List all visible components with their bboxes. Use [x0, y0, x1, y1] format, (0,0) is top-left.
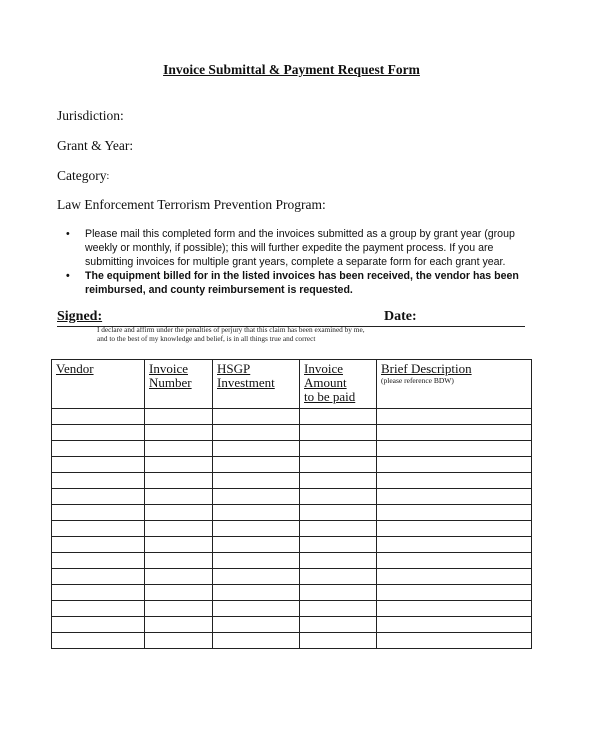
table-cell[interactable]: [300, 441, 377, 457]
table-cell[interactable]: [145, 569, 213, 585]
declaration-line: I declare and affirm under the penalties of perjury that this claim has been examined by me,: [97, 325, 365, 334]
jurisdiction-field: Jurisdiction:: [57, 108, 124, 123]
table-row: [52, 633, 532, 649]
table-row: [52, 441, 532, 457]
instruction-line: weekly or monthly, if possible); this will further expedite the payment process. If you are: [85, 242, 494, 254]
table-cell[interactable]: [300, 633, 377, 649]
table-body: [52, 409, 532, 649]
instruction-item: [66, 227, 536, 269]
category-colon: :: [106, 171, 110, 182]
table-cell[interactable]: [52, 537, 145, 553]
form-title: Invoice Submittal & Payment Request Form: [163, 62, 420, 77]
table-row: [52, 425, 532, 441]
table-cell[interactable]: [300, 425, 377, 441]
declaration-text: [97, 325, 437, 343]
table-row: [52, 489, 532, 505]
table-cell[interactable]: [377, 473, 532, 489]
table-row: [52, 521, 532, 537]
column-note: (please reference BDW): [381, 376, 454, 385]
table-cell[interactable]: [377, 489, 532, 505]
program-field: Law Enforcement Terrorism Prevention Program:: [57, 197, 326, 212]
table-cell[interactable]: [300, 489, 377, 505]
bullet-icon: •: [66, 228, 70, 240]
table-cell[interactable]: [52, 521, 145, 537]
bullet-icon: •: [66, 270, 70, 282]
table-cell[interactable]: [52, 473, 145, 489]
table-cell[interactable]: [377, 585, 532, 601]
table-cell[interactable]: [145, 585, 213, 601]
instructions-list: [66, 227, 536, 297]
table-cell[interactable]: [377, 537, 532, 553]
column-header-invoice-amount: Invoice Amount to be paid: [300, 360, 377, 409]
table-cell[interactable]: [52, 409, 145, 425]
table-cell[interactable]: [300, 457, 377, 473]
table-cell[interactable]: [300, 585, 377, 601]
table-cell[interactable]: [300, 537, 377, 553]
table-cell[interactable]: [377, 553, 532, 569]
table-cell[interactable]: [213, 425, 300, 441]
table-cell[interactable]: [213, 633, 300, 649]
table-cell[interactable]: [145, 505, 213, 521]
table-cell[interactable]: [377, 505, 532, 521]
instruction-line: reimbursed, and county reimbursement is requested.: [85, 284, 353, 296]
invoice-table: [51, 359, 532, 649]
table-cell[interactable]: [213, 585, 300, 601]
table-row: [52, 617, 532, 633]
table-cell[interactable]: [377, 521, 532, 537]
table-cell[interactable]: [145, 489, 213, 505]
table-cell[interactable]: [213, 441, 300, 457]
category-field: [57, 168, 109, 184]
table-cell[interactable]: [52, 601, 145, 617]
table-row: [52, 457, 532, 473]
table-cell[interactable]: [52, 425, 145, 441]
grant-year-field: Grant & Year:: [57, 138, 134, 153]
table-cell[interactable]: [300, 505, 377, 521]
table-cell[interactable]: [213, 601, 300, 617]
table-cell[interactable]: [377, 601, 532, 617]
table-cell[interactable]: [377, 425, 532, 441]
date-label: Date:: [384, 309, 417, 324]
instruction-line: Please mail this completed form and the invoices submitted as a group by grant year (group: [85, 228, 515, 240]
declaration-line: and to the best of my knowledge and belief, is in all things true and correct: [97, 334, 316, 343]
table-cell[interactable]: [52, 585, 145, 601]
table-cell[interactable]: [145, 425, 213, 441]
table-cell[interactable]: [377, 409, 532, 425]
table-row: [52, 601, 532, 617]
table-cell[interactable]: [300, 601, 377, 617]
table-cell[interactable]: [300, 409, 377, 425]
table-cell[interactable]: [145, 473, 213, 489]
table-cell[interactable]: [145, 553, 213, 569]
table-cell[interactable]: [213, 553, 300, 569]
table-row: [52, 569, 532, 585]
table-row: [52, 537, 532, 553]
table-cell[interactable]: [213, 409, 300, 425]
table-cell[interactable]: [300, 521, 377, 537]
table-cell[interactable]: [52, 569, 145, 585]
column-header-invoice-number: Invoice Number: [145, 360, 213, 409]
table-cell[interactable]: [377, 441, 532, 457]
instruction-item: [66, 269, 536, 297]
table-cell[interactable]: [52, 441, 145, 457]
column-header-brief-description: Brief Description (please reference BDW): [377, 360, 532, 409]
table-cell[interactable]: [300, 553, 377, 569]
table-cell[interactable]: [52, 505, 145, 521]
table-cell[interactable]: [377, 569, 532, 585]
table-row: [52, 553, 532, 569]
table-cell[interactable]: [145, 457, 213, 473]
table-cell[interactable]: [145, 521, 213, 537]
table-cell[interactable]: [377, 457, 532, 473]
table-cell[interactable]: [213, 489, 300, 505]
table-cell[interactable]: [52, 457, 145, 473]
table-cell[interactable]: [52, 617, 145, 633]
table-cell[interactable]: [213, 521, 300, 537]
table-cell[interactable]: [145, 617, 213, 633]
instruction-line: submitting invoices for multiple grant years, complete a separate form for each grant year.: [85, 256, 506, 268]
table-row: [52, 585, 532, 601]
table-cell[interactable]: [213, 569, 300, 585]
table-row: [52, 409, 532, 425]
table-cell[interactable]: [52, 489, 145, 505]
table-cell[interactable]: [300, 569, 377, 585]
table-row: [52, 505, 532, 521]
table-cell[interactable]: [213, 537, 300, 553]
table-cell[interactable]: [145, 633, 213, 649]
table-cell[interactable]: [213, 617, 300, 633]
table-cell[interactable]: [213, 473, 300, 489]
table-cell[interactable]: [145, 441, 213, 457]
table-header-row: [52, 360, 532, 409]
table-cell[interactable]: [377, 617, 532, 633]
table-cell[interactable]: [213, 505, 300, 521]
instruction-line: The equipment billed for in the listed invoices has been received, the vendor has been: [85, 270, 519, 282]
table-cell[interactable]: [377, 633, 532, 649]
table-cell[interactable]: [52, 633, 145, 649]
table-cell[interactable]: [300, 473, 377, 489]
table-row: [52, 473, 532, 489]
table-cell[interactable]: [300, 617, 377, 633]
table-cell[interactable]: [213, 457, 300, 473]
table-cell[interactable]: [145, 537, 213, 553]
category-label: Category: [57, 168, 107, 183]
table-cell[interactable]: [52, 553, 145, 569]
column-header-hsgp-investment: HSGP Investment: [213, 360, 300, 409]
table-cell[interactable]: [145, 409, 213, 425]
signed-label: Signed:: [57, 309, 103, 324]
table-cell[interactable]: [145, 601, 213, 617]
column-header-vendor: Vendor: [52, 360, 145, 409]
